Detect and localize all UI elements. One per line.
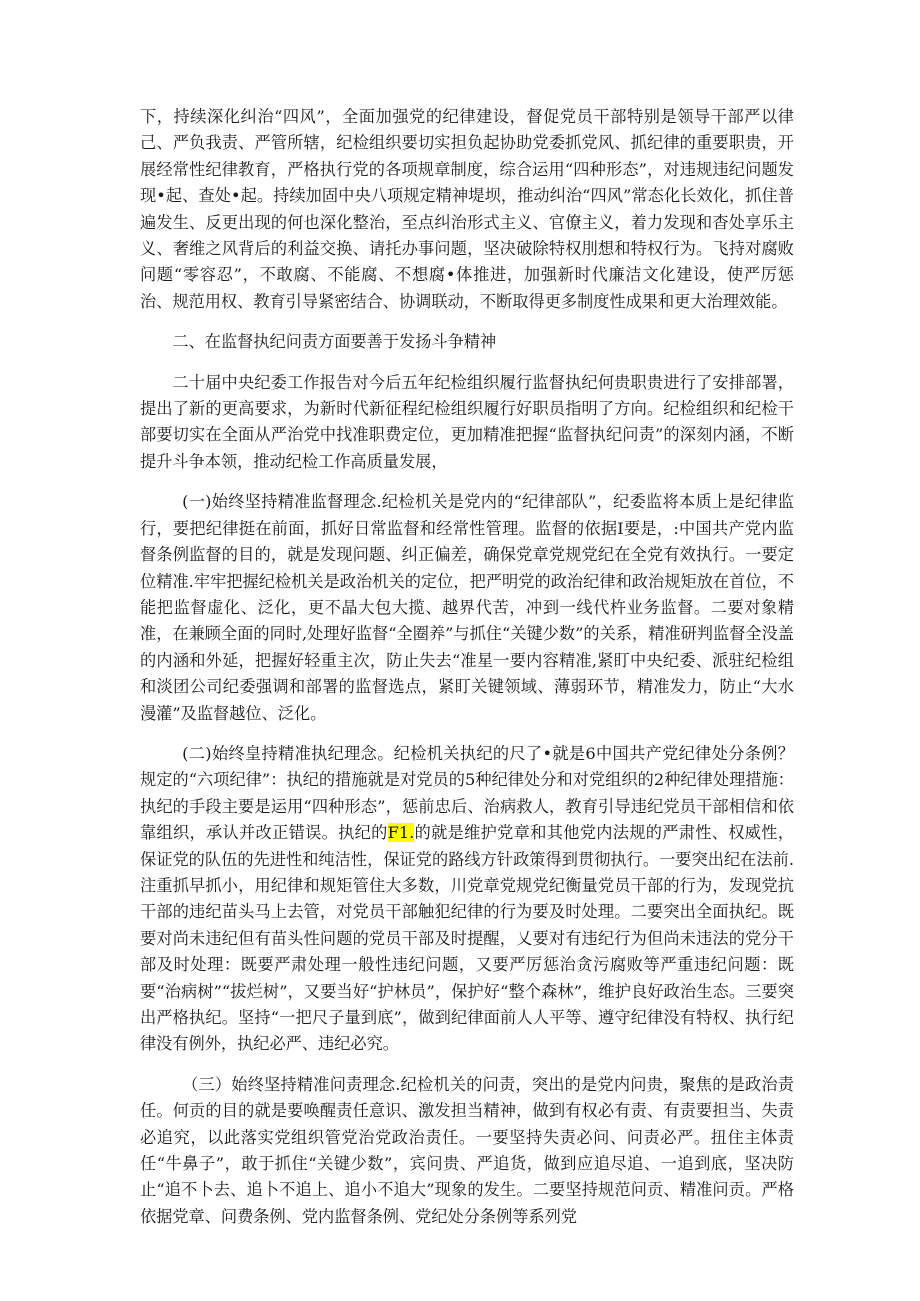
paragraph-supervision: (一)始终坚持精准监督理念.纪检机关是党内的“纪律部队”，纪委监将本质上是纪律监行，要把纪律挺在前面，抓好日常监督和经常性管理。监督的依据I要是，:中国共产党内监督条例监督的目的，就是发现问题、纠正偏差，确保党章党规党纪在全党有效执行。一要定位精准.牢牢把握纪检机关是政治机关的定位，把严明党的政治纪律和政治规矩放在首位，不能把监督虚化、泛化，更不晶大包大揽、越界代苦，冲到一线代杵业务监督。二要对象精准，在兼顾全面的同时,处理好监督“全圈养”与抓住“关键少数”的关系，精准研判监督全没盖的内涵和外延，把握好轻重主次，防止失去“准星一要内容精准,紧盯中央纪委、派驻纪检组和淡团公司纪委强调和部署的监督选点，紧盯关键领域、薄弱环节，精准发力，防止“大水漫灌”及监督越位、泛化。 [140, 492, 794, 723]
document-body [140, 104, 794, 1230]
section-heading-2: 二、在监督执纪问责方面要善于发扬斗争精神 [172, 332, 497, 352]
paragraph-discipline-text-a: (二)始终皇持精准执纪理念。纪检机关执纪的尺了•就是6中国共产党纪律处分条例？规定的“六项纪律”：执纪的措施就是对党员的5种纪律处分和对党组织的2种纪律处理措施：执纪的手段主要是运用“四种形态”，惩前忠后、治病救人，教育引导违纪党员干部相信和依靠组织，承认并改正错误。执纪的 [140, 743, 794, 843]
highlighted-text: F1. [387, 823, 415, 843]
paragraph-accountability: （三）始终坚持精准问责理念.纪检机关的问责，突出的是党内问贵，聚焦的是政治责任。何贡的目的就是要唤醒责任意识、激发担当精神，做到有权必有责、有责要担当、失责必追究，以此落实党组织管党治党政治责任。一要坚持失责必问、问责必严。扭住主体责任“牛鼻子”，敢于抓住“关键少数”，宾问贵、严追货，做到应追尽追、一追到底，坚决防止“追不卜去、追卜不追上、追小不追大”现象的发生。二要坚持规范问贡、精准问贡。严格依据党章、问费条例、党内监督条例、党纪处分条例等系列党 [140, 1074, 794, 1226]
paragraph-discipline-text-b: 的就是维护党章和其他党内法规的严肃性、权威性，保证党的队伍的先进性和纯洁性，保证党的路线方针政策得到贯彻执行。一要突出纪在法前.注重抓早抓小，用纪律和规矩管住大多数，川党章党规党纪衡量党员干部的行为，发现党抗干部的违纪苗头马上去管，对党员干部触犯纪律的行为要及时处理。二要突出全面执纪。既要对尚未违纪但有苗头性问题的党员干部及时提醒，乂要对有违纪行为但尚未违法的党分干部及时处理：既要严肃处理一般性违纪问题，又要严厉惩治贪污腐败等严重违纪问题：既要“治病树”“拔烂树”，又要当好“护林员”，保护好“整个森林”，维护良好政治生态。三要突出严格执纪。坚持“一把尺子量到底”，做到纪律面前人人平等、遵守纪律没有特权、执行纪律没有例外，执纪必严、违纪必究。 [140, 823, 795, 1054]
paragraph-continuation: 下，持续深化纠治“四风”，全面加强党的纪律建设，督促党员干部特别是领导干部严以律己、严负我责、严管所辖，纪检组织要切实担负起协助党委抓党风、抓纪律的重要职贵，开展经常性纪律教育，严格执行党的各项规章制度，综合运用“四种形态”，对违规违纪问题发现•起、查处•起。持续加固中央八项规定精神堤坝，推动纠治“四风”常态化长效化，抓住普遍发生、反更出现的何也深化整治，至点纠治形式主义、官僚主义，着力发现和杳处享乐主义、奢维之风背后的利益交换、请托办事问题，坚决破除特权刖想和特权行为。飞持对腐败问题“零容忍”，不敢腐、不能腐、不想腐•体推进，加强新时代廉洁文化建设，使严厉惩治、规范用权、教育引导紧密结合、协调联动，不断取得更多制度性成果和更大治理效能。 [140, 107, 794, 311]
paragraph-discipline [140, 741, 794, 1058]
paragraph-intro: 二十届中央纪委工作报告对今后五年纪检组织履行监督执纪何贵职贵进行了安排部署，提出了新的更高要求，为新时代新征程纪检组织履行好职员指明了方向。纪检组织和纪检干部要切实在全面从严治党中找准职费定位，更加精准把握“监督执纪问责”的深刻内涵，不断提升斗争本领，推动纪检工作高质量发展， [140, 372, 794, 471]
